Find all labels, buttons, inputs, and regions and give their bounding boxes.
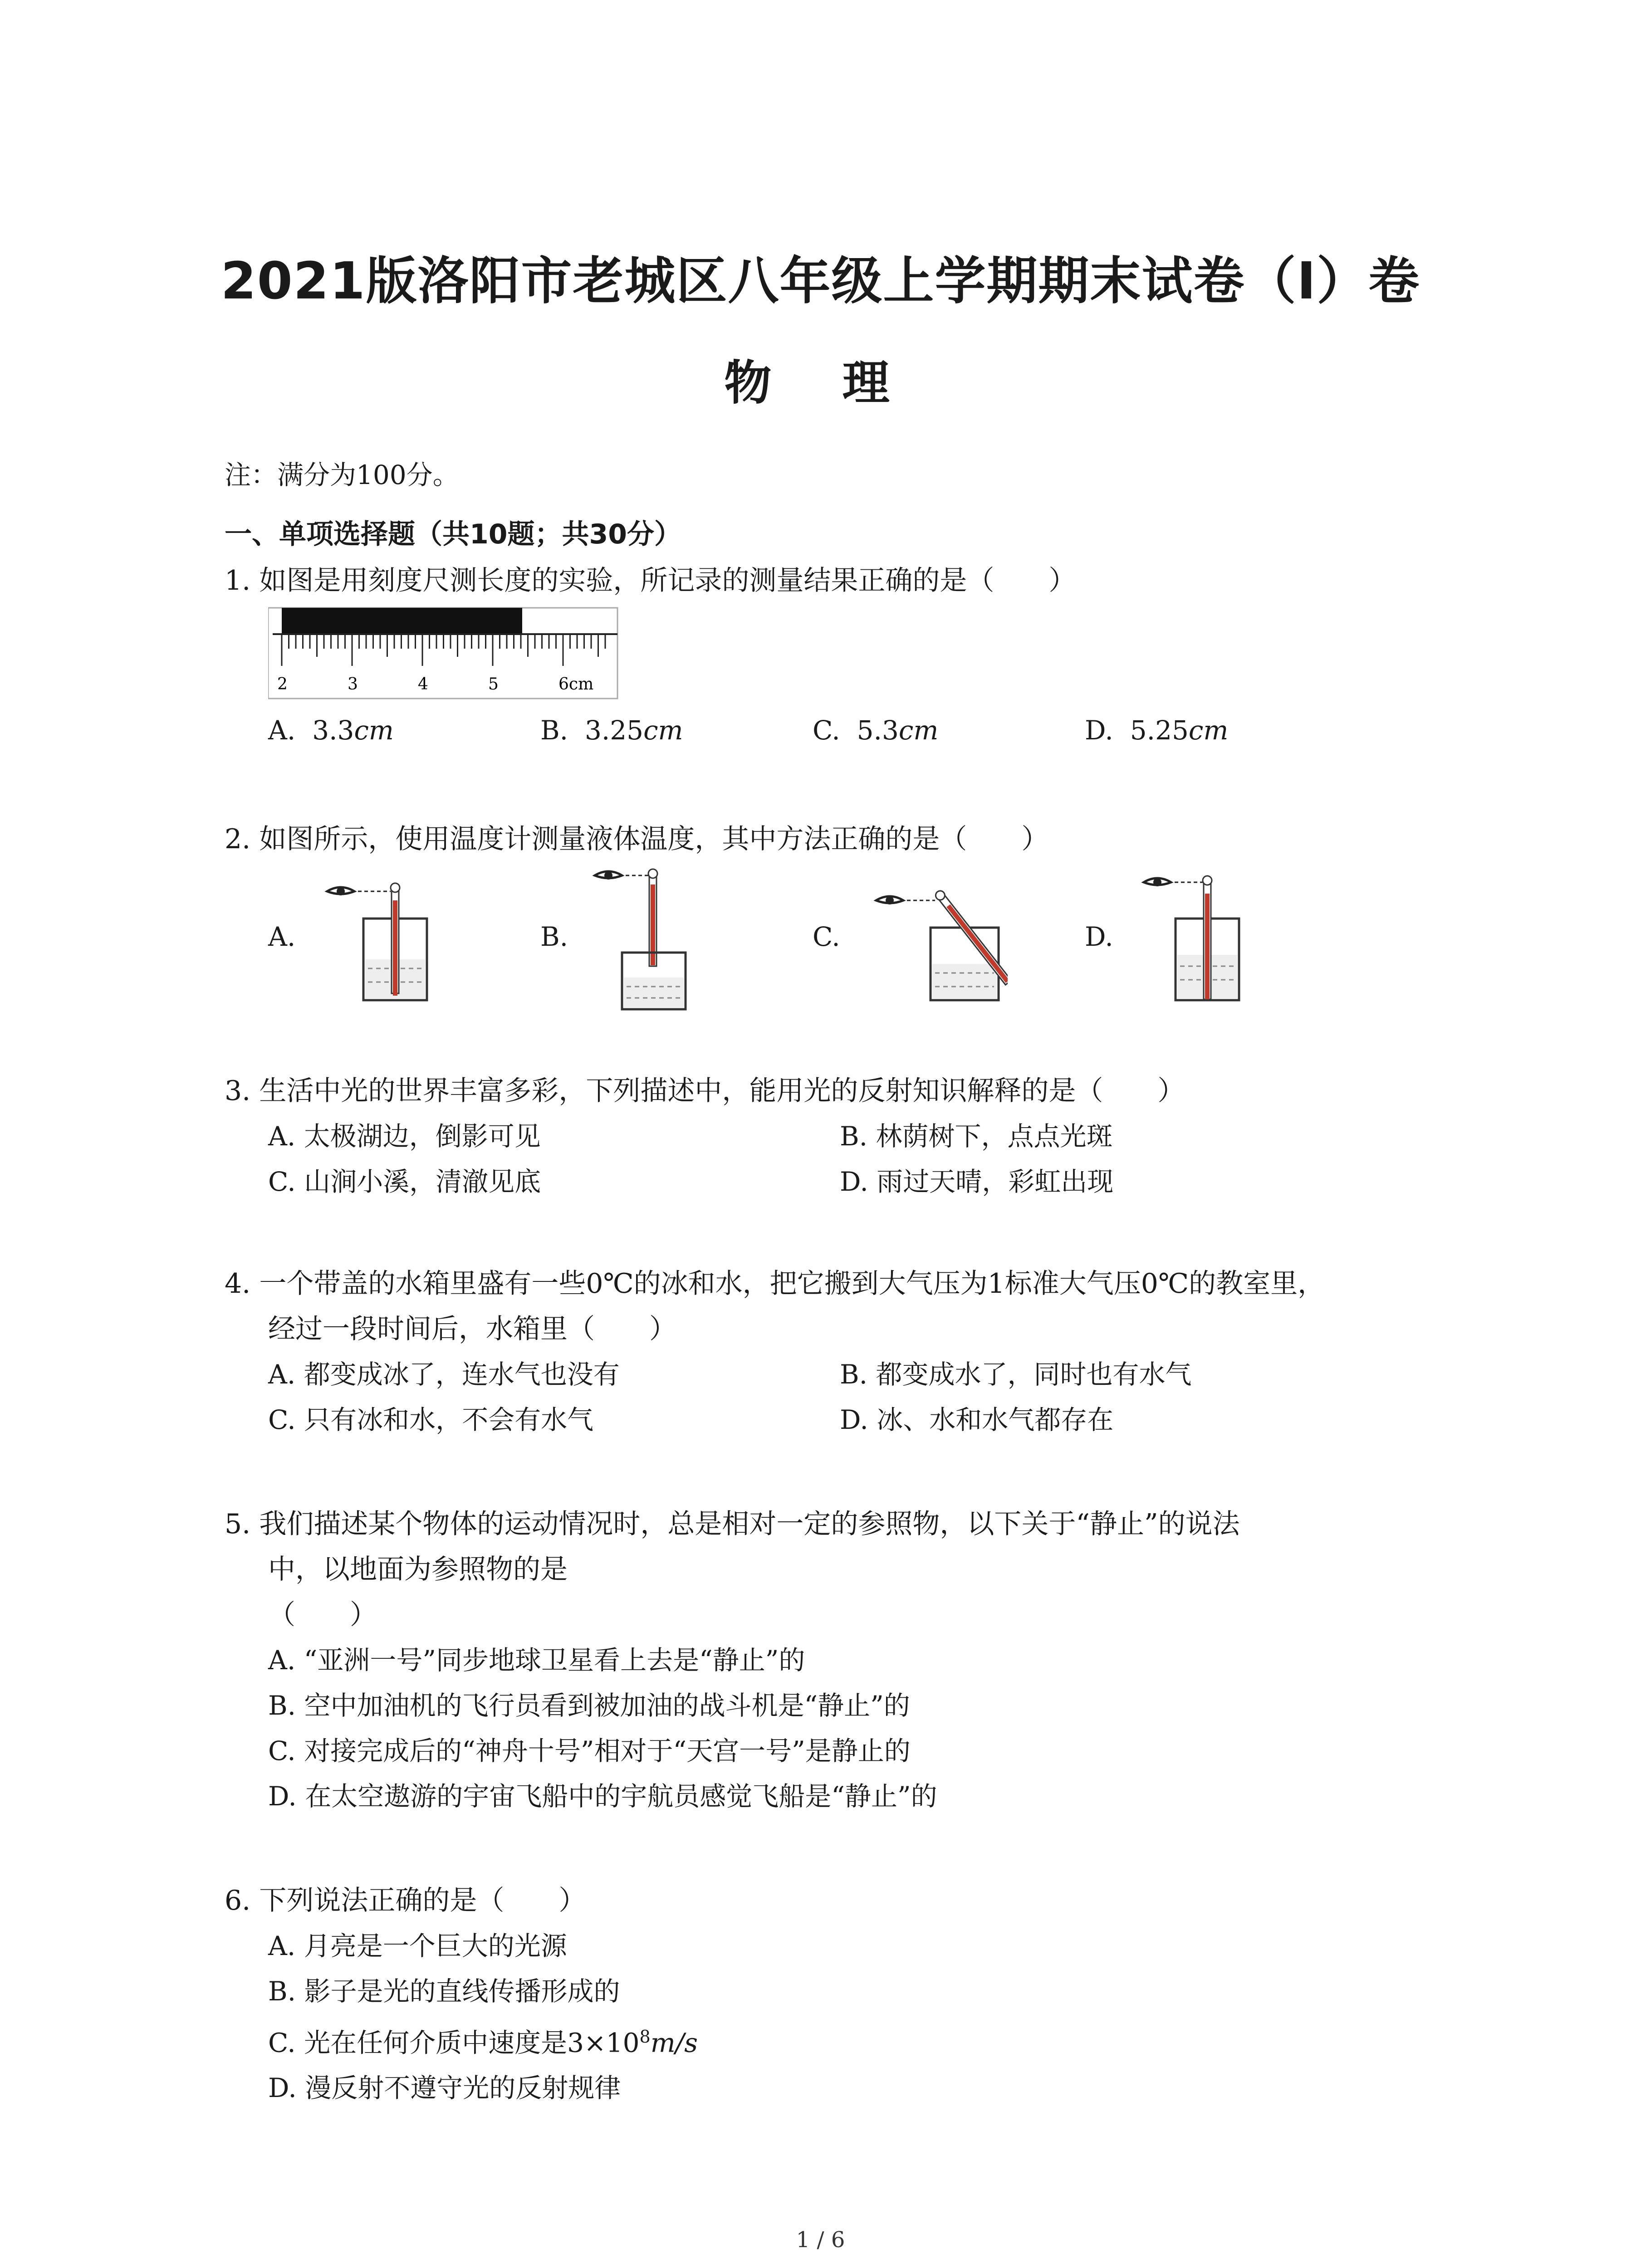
ruler-figure <box>268 603 622 708</box>
question-2-options <box>225 862 1357 1012</box>
score-note: 注：满分为100分。 <box>225 459 459 490</box>
measured-object <box>282 608 522 634</box>
q6-option-a[interactable]: A. 月亮是一个巨大的光源 <box>268 1931 567 1961</box>
q2-option-b[interactable]: B. <box>540 862 813 1012</box>
q3-option-a[interactable]: A. 太极湖边，倒影可见 <box>268 1121 541 1152</box>
q2-option-d[interactable]: D. <box>1085 864 1357 1009</box>
q5-option-a[interactable]: A. “亚洲一号”同步地球卫星看上去是“静止”的 <box>268 1645 805 1676</box>
question-5-stem: 5. 我们描述某个物体的运动情况时，总是相对一定的参照物，以下关于“静止”的说法 <box>225 1508 1240 1540</box>
q2-option-a[interactable]: A. <box>268 864 540 1009</box>
thermometer-d-figure <box>1126 864 1262 1009</box>
exam-title: 2021版洛阳市老城区八年级上学期期末试卷（I）卷 <box>220 252 1421 311</box>
section-heading: 一、单项选择题（共10题；共30分） <box>225 518 681 550</box>
question-1 <box>225 558 1357 753</box>
question-1-stem: 1. 如图是用刻度尺测长度的实验，所记录的测量结果正确的是（ ） <box>225 565 1076 596</box>
q1-option-b[interactable]: B. 3.25cm <box>540 715 683 746</box>
q6-option-c[interactable]: C. 光在任何介质中速度是$3\times 10^8m/s$ <box>268 2027 698 2058</box>
question-4-options-row1 <box>225 1352 1411 1397</box>
q1-option-c[interactable]: C. 5.3cm <box>813 715 939 746</box>
ruler-label-5: 5 <box>488 675 499 694</box>
mercury-column <box>393 900 397 996</box>
q1-option-a[interactable]: A. 3.3cm <box>268 715 394 746</box>
question-2-stem: 2. 如图所示，使用温度计测量液体温度，其中方法正确的是（ ） <box>225 823 1049 855</box>
ruler-label-6cm: 6cm <box>558 675 594 694</box>
thermometer-a-figure <box>309 864 445 1009</box>
q5-option-b[interactable]: B. 空中加油机的飞行员看到被加油的战斗机是“静止”的 <box>268 1690 910 1721</box>
ruler-label-4: 4 <box>418 675 428 694</box>
q4-option-a[interactable]: A. 都变成冰了，连水气也没有 <box>268 1359 620 1390</box>
q6-option-b[interactable]: B. 影子是光的直线传播形成的 <box>268 1976 620 2007</box>
question-3 <box>225 1068 1411 1204</box>
question-3-options-row1 <box>225 1114 1411 1159</box>
question-3-stem: 3. 生活中光的世界丰富多彩，下列描述中，能用光的反射知识解释的是（ ） <box>225 1075 1185 1107</box>
thermometer-b-figure <box>581 862 717 1012</box>
q6-option-d[interactable]: D. 漫反射不遵守光的反射规律 <box>268 2072 621 2104</box>
q4-option-b[interactable]: B. 都变成水了，同时也有水气 <box>840 1359 1192 1390</box>
ruler-label-2: 2 <box>277 675 288 694</box>
question-4 <box>225 1261 1411 1442</box>
question-3-options-row2 <box>225 1159 1411 1204</box>
question-4-options-row2 <box>225 1397 1411 1442</box>
q4-option-c[interactable]: C. 只有冰和水，不会有水气 <box>268 1404 594 1435</box>
question-5 <box>225 1501 1240 1819</box>
q4-option-d[interactable]: D. 冰、水和水气都存在 <box>840 1404 1114 1435</box>
q5-option-c[interactable]: C. 对接完成后的“神舟十号”相对于“天宫一号”是静止的 <box>268 1735 911 1766</box>
q2-option-c[interactable]: C. <box>813 864 1085 1009</box>
ruler-label-3: 3 <box>348 675 358 694</box>
question-4-stem: 4. 一个带盖的水箱里盛有一些0℃的冰和水，把它搬到大气压为1标准大气压0℃的教室里， <box>225 1268 1325 1300</box>
q5-option-d[interactable]: D. 在太空遨游的宇宙飞船中的宇航员感觉飞船是“静止”的 <box>268 1781 937 1812</box>
q3-option-c[interactable]: C. 山涧小溪，清澈见底 <box>268 1166 541 1197</box>
question-6-stem: 6. 下列说法正确的是（ ） <box>225 1885 586 1916</box>
page-number: 1 / 6 <box>796 2227 845 2253</box>
q3-option-b[interactable]: B. 林荫树下，点点光斑 <box>840 1121 1113 1152</box>
question-6 <box>225 1878 698 2111</box>
question-2 <box>225 816 1357 1012</box>
thermometer-c-figure <box>853 864 1008 1009</box>
mercury-column <box>1205 894 1210 999</box>
question-1-options <box>225 708 1357 753</box>
q3-option-d[interactable]: D. 雨过天晴，彩虹出现 <box>840 1166 1114 1197</box>
question-5-blank: （ ） <box>268 1599 377 1631</box>
question-5-stem-cont: 中，以地面为参照物的是 <box>268 1554 568 1585</box>
question-1-figure-wrap <box>225 603 1357 708</box>
question-4-stem-cont: 经过一段时间后，水箱里（ ） <box>268 1313 676 1345</box>
q1-option-d[interactable]: D. 5.25cm <box>1085 715 1229 746</box>
subject-title: 物 理 <box>724 355 917 411</box>
